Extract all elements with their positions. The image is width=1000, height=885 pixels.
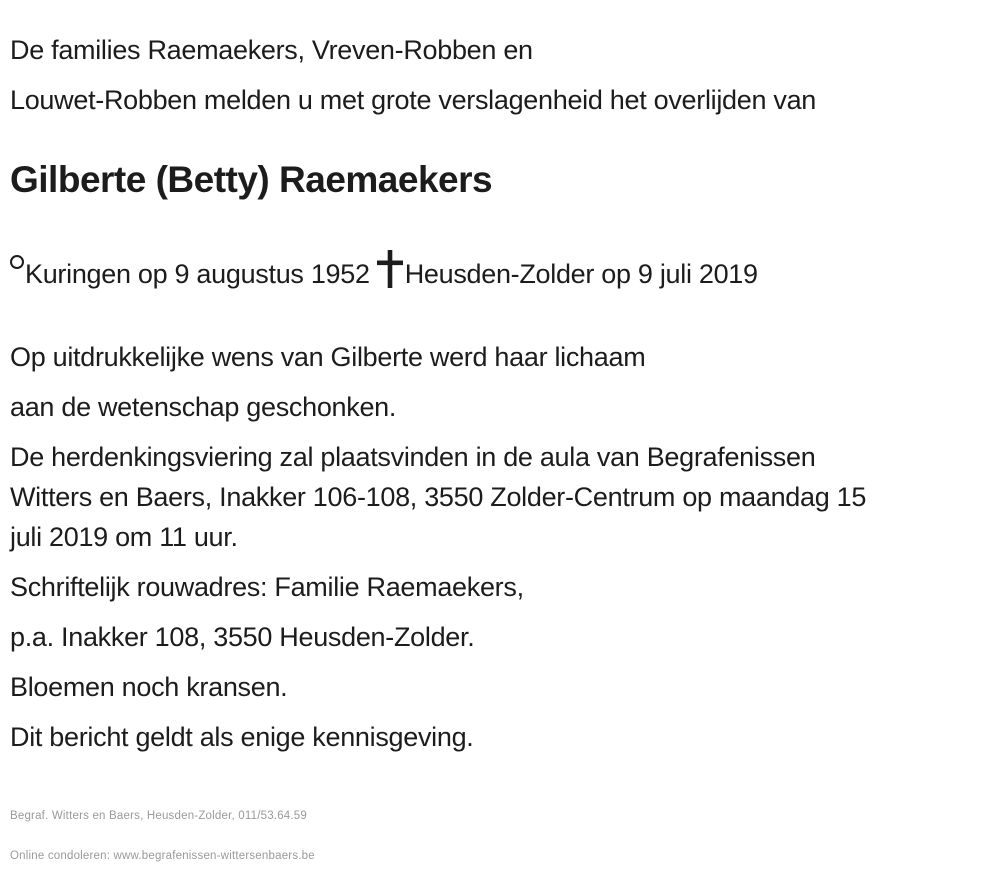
paragraph-only-notice: Dit bericht geldt als enige kennisgeving. [10,722,474,752]
paragraph-memorial-service: De herdenkingsviering zal plaatsvinden in de aula van Begrafenissen Witters en Baers, Inakker 106-108, 3550 Zolder-Centrum op maandag 15 juli 2019 om 11 uur. [10,442,867,552]
notice-body [10,337,988,757]
deceased-name: Gilberte (Betty) Raemaekers [10,159,493,200]
birth-info: Kuringen op 9 augustus 1952 [25,259,370,289]
funeral-home-info: Begraf. Witters en Baers, Heusden-Zolder, 011/53.64.59 [10,810,307,822]
birth-death-line [10,250,988,294]
paragraph-condolence-address-2: p.a. Inakker 108, 3550 Heusden-Zolder. [10,622,475,652]
death-info: Heusden-Zolder op 9 juli 2019 [404,259,758,289]
online-condolence-info: Online condoleren: www.begrafenissen-wittersenbaers.be [10,850,315,862]
born-icon [10,255,24,269]
paragraph-body-donation-2: aan de wetenschap geschonken. [10,392,397,422]
paragraph-body-donation-1: Op uitdrukkelijke wens van Gilberte werd haar lichaam [10,342,646,372]
cross-icon [377,250,403,288]
intro-line-2: Louwet-Robben melden u met grote verslagenheid het overlijden van [10,85,817,115]
intro-line-1: De families Raemaekers, Vreven-Robben en [10,35,533,65]
paragraph-no-flowers: Bloemen noch kransen. [10,672,288,702]
paragraph-condolence-address-1: Schriftelijk rouwadres: Familie Raemaekers, [10,572,524,602]
